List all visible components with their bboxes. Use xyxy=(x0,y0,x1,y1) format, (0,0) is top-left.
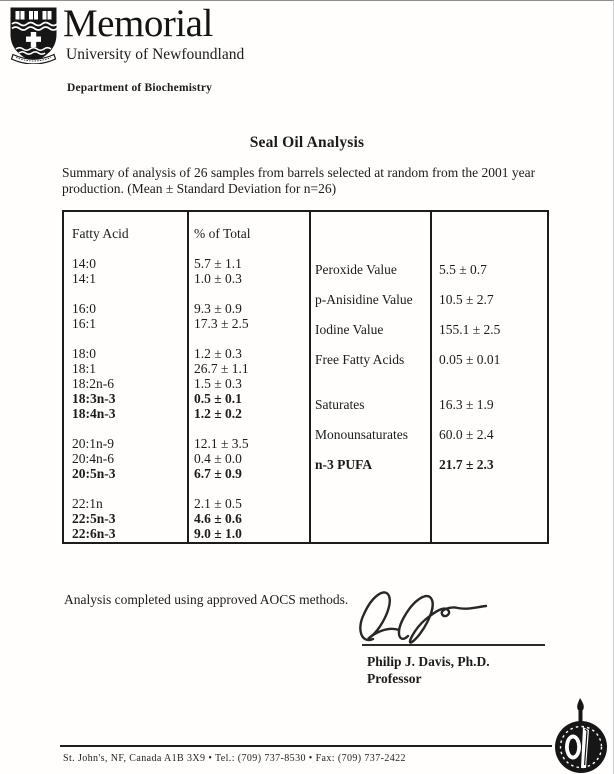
university-wordmark: Memorial xyxy=(63,2,213,45)
table-row xyxy=(72,346,304,361)
fatty-acid-label: 18:1 xyxy=(72,361,97,376)
quality-label: p-Anisidine Value xyxy=(315,292,413,307)
fatty-acid-label: 18:4n-3 xyxy=(72,406,116,421)
quality-value: 60.0 ± 2.4 xyxy=(439,427,494,442)
table-header-row xyxy=(72,226,304,241)
table-row xyxy=(315,352,545,382)
quality-label: Monounsaturates xyxy=(315,427,408,442)
fatty-acid-label: 16:0 xyxy=(72,301,97,316)
table-row xyxy=(315,322,545,352)
table-row xyxy=(315,397,545,427)
university-crest-icon xyxy=(9,6,58,69)
table-row xyxy=(72,451,304,466)
table-row xyxy=(72,496,304,511)
footer-rule xyxy=(60,745,552,747)
table-row xyxy=(72,391,304,406)
summary-line-1: Summary of analysis of 26 samples from barrels selected at random from the 2001 year xyxy=(62,165,536,180)
signature-line xyxy=(362,644,545,646)
table-row xyxy=(72,466,304,481)
method-note: Analysis completed using approved AOCS methods. xyxy=(64,592,349,607)
quality-label: Iodine Value xyxy=(315,322,384,337)
quality-value: 155.1 ± 2.5 xyxy=(439,322,501,337)
fatty-acid-value: 1.5 ± 0.3 xyxy=(194,376,242,391)
fatty-acid-value: 9.3 ± 0.9 xyxy=(194,301,242,316)
footer-address: St. John's, NF, Canada A1B 3X9 • Tel.: (709) 737-8530 • Fax: (709) 737-2422 xyxy=(63,753,406,764)
quality-value: 10.5 ± 2.7 xyxy=(439,292,494,307)
quality-label: n-3 PUFA xyxy=(315,457,373,472)
table-row xyxy=(72,511,304,526)
quality-value: 21.7 ± 2.3 xyxy=(439,457,494,472)
quality-label: Saturates xyxy=(315,397,365,412)
table-row xyxy=(72,301,304,316)
summary-paragraph xyxy=(62,165,535,197)
fatty-acid-label: 22:1n xyxy=(72,496,103,511)
fatty-acid-value: 2.1 ± 0.5 xyxy=(194,496,242,511)
fatty-acid-value: 6.7 ± 0.9 xyxy=(194,466,242,481)
fatty-acid-value: 1.2 ± 0.2 xyxy=(194,406,242,421)
signatory-name: Philip J. Davis, Ph.D. xyxy=(367,654,490,669)
fatty-acid-label: 18:3n-3 xyxy=(72,391,116,406)
fatty-acid-value: 0.4 ± 0.0 xyxy=(194,451,242,466)
fatty-acid-label: 20:4n-6 xyxy=(72,451,114,466)
fatty-acid-value: 26.7 ± 1.1 xyxy=(194,361,249,376)
column-header-fatty-acid: Fatty Acid xyxy=(72,226,129,241)
table-divider-2 xyxy=(309,212,311,542)
fatty-acid-label: 22:6n-3 xyxy=(72,526,116,541)
quality-value: 0.05 ± 0.01 xyxy=(439,352,501,367)
fatty-acid-label: 18:0 xyxy=(72,346,97,361)
fatty-acid-label: 22:5n-3 xyxy=(72,511,116,526)
summary-line-2: production. (Mean ± Standard Deviation for n=26) xyxy=(62,181,337,196)
table-row xyxy=(72,406,304,421)
fatty-acid-value: 1.2 ± 0.3 xyxy=(194,346,242,361)
column-header-percent-total: % of Total xyxy=(194,226,251,241)
table-row xyxy=(72,436,304,451)
table-row xyxy=(315,427,545,457)
fatty-acid-label: 18:2n-6 xyxy=(72,376,114,391)
signatory-title: Professor xyxy=(367,671,422,686)
celebrate-memorial-seal-icon xyxy=(542,696,614,774)
fatty-acid-value: 0.5 ± 0.1 xyxy=(194,391,242,406)
fatty-acid-value: 4.6 ± 0.6 xyxy=(194,511,242,526)
fatty-acid-value: 17.3 ± 2.5 xyxy=(194,316,249,331)
analysis-table xyxy=(62,210,549,544)
table-row xyxy=(315,262,545,292)
table-row xyxy=(72,376,304,391)
department-name: Department of Biochemistry xyxy=(67,82,213,94)
table-row xyxy=(72,526,304,541)
table-row xyxy=(315,292,545,322)
handwritten-signature xyxy=(355,585,505,652)
fatty-acid-label: 20:1n-9 xyxy=(72,436,114,451)
fatty-acid-value: 9.0 ± 1.0 xyxy=(194,526,242,541)
document-title: Seal Oil Analysis xyxy=(249,134,365,151)
table-row xyxy=(72,361,304,376)
fatty-acid-value: 12.1 ± 3.5 xyxy=(194,436,249,451)
university-name: University of Newfoundland xyxy=(66,46,245,63)
quality-value: 16.3 ± 1.9 xyxy=(439,397,494,412)
quality-value: 5.5 ± 0.7 xyxy=(439,262,487,277)
quality-columns xyxy=(315,262,545,487)
fatty-acid-value: 1.0 ± 0.3 xyxy=(194,271,242,286)
fatty-acid-value: 5.7 ± 1.1 xyxy=(194,256,242,271)
fatty-acid-label: 20:5n-3 xyxy=(72,466,116,481)
table-row xyxy=(72,271,304,286)
quality-label: Peroxide Value xyxy=(315,262,397,277)
fatty-acid-label: 14:0 xyxy=(72,256,97,271)
quality-label: Free Fatty Acids xyxy=(315,352,405,367)
fatty-acid-label: 16:1 xyxy=(72,316,97,331)
fatty-acid-label: 14:1 xyxy=(72,271,97,286)
table-row xyxy=(72,256,304,271)
table-row xyxy=(315,457,545,487)
table-row xyxy=(72,316,304,331)
fatty-acid-columns xyxy=(72,226,304,541)
